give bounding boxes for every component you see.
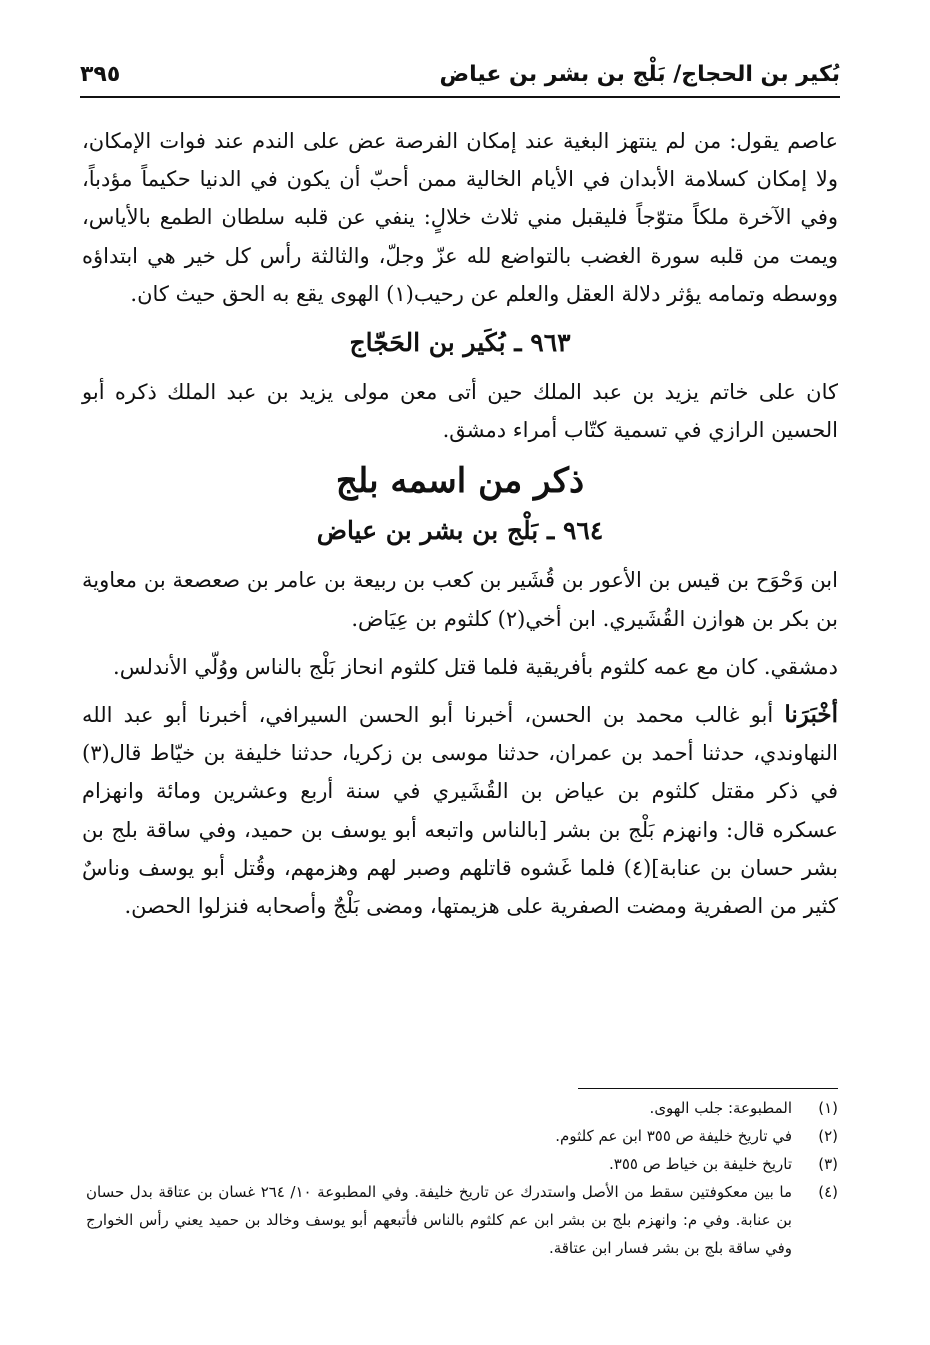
- footnote-text: تاريخ خليفة بن خياط ص ٣٥٥.: [608, 1155, 792, 1173]
- footnote-number: (١): [818, 1099, 838, 1117]
- footnote-text: ما بين معكوفتين سقط من الأصل واستدرك عن تاريخ خليفة. وفي المطبوعة ١٠/ ٢٦٤ غسان بن عتاقة بدل حسان بن عنابة. وفي م: وانهزم بلج بن بشر ابن عم كلثوم بالناس فأتبعهم أبو يوسف وخالد بن حميد يعني رأس الخوارج وفي ساقة بلج بن بشر فسار ابن عتاقة.: [86, 1183, 792, 1257]
- entry-963-heading: ٩٦٣ ـ بُكَير بن الحَجّاج: [349, 328, 571, 358]
- entry-964-lineage: ابن وَحْوَح بن قيس بن الأعور بن قُشَير بن كعب بن ربيعة بن عامر بن صعصعة بن معاوية بن بكر بن هوازن القُشَيري. ابن أخي(٢) كلثوم بن عِيَاض.: [82, 568, 838, 631]
- footnote-divider: [578, 1088, 838, 1089]
- main-text: [82, 122, 838, 925]
- footnote-item: [86, 1178, 838, 1262]
- footnote-item: [86, 1150, 838, 1178]
- paragraph-continuation: عاصم يقول: من لم ينتهز البغية عند إمكان الفرصة عض على الندم عند فوات الإمكان، ولا إمكان كسلامة الأبدان في الأيام الخالية ممن أحبّ أن يكون في الدنيا حكيماً مؤدباً، وفي الآخرة ملكاً متوّجاً فليقبل مني ثلاث خلالٍ: ينفي عن قلبه سلطان الطمع بالأياس، ويمت من قلبه سورة الغضب بالتواضع لله عزّ وجلّ، والثالثة رأس كل خير هي ابتداؤه ووسطه وتمامه يؤثر دلالة العقل والعلم عن رحيب(١) الهوى يقع به الحق حيث كان.: [82, 129, 838, 306]
- isnad-lead-word: أخْبَرَنا: [784, 701, 838, 729]
- footnote-number: (٣): [818, 1155, 838, 1173]
- footnote-number: (٢): [818, 1127, 838, 1145]
- footnote-text: في تاريخ خليفة ص ٣٥٥ ابن عم كلثوم.: [555, 1127, 792, 1145]
- footnote-text: المطبوعة: جلب الهوى.: [649, 1099, 792, 1117]
- isnad-paragraph: [82, 696, 838, 925]
- chapter-heading: ذكر من اسمه بلج: [335, 461, 585, 502]
- footnotes: [86, 1094, 838, 1262]
- isnad-text: أبو غالب محمد بن الحسن، أخبرنا أبو الحسن السيرافي، أخبرنا أبو عبد الله النهاوندي، حدثنا أحمد بن عمران، حدثنا موسى بن زكريا، حدثنا خليفة بن خيّاط قال(٣) في ذكر مقتل كلثوم بن عياض بن القُشَيري في سنة أربع وعشرين ومائة وانهزام عسكره قال: وانهزم بَلْج بن بشر [بالناس واتبعه أبو يوسف بن حميد، وفي ساقة بلج بن بشر حسان بن عنابة](٤) فلما غَشوه قاتلهم وصبر لهم وهزمهم، وقُتل أبو يوسف وناسٌ كثير من الصفرية ومضت الصفرية على هزيمتها، ومضى بَلْجٌ وأصحابه فنزلوا الحصن.: [82, 703, 839, 919]
- running-title: بُكير بن الحجاج/ بَلْج بن بشر بن عياض: [439, 62, 840, 87]
- page-number: ٣٩٥: [80, 62, 121, 87]
- footnote-item: [86, 1094, 838, 1122]
- entry-964-heading: ٩٦٤ ـ بَلْج بن بشر بن عياض: [316, 516, 604, 546]
- running-header: [80, 56, 840, 98]
- entry-963-text: كان على خاتم يزيد بن عبد الملك حين أتى معن مولى يزيد بن عبد الملك ذكره أبو الحسين الرازي في تسمية كتّاب أمراء دمشق.: [82, 380, 838, 443]
- entry-964-text: دمشقي. كان مع عمه كلثوم بأفريقية فلما قتل كلثوم انحاز بَلْج بالناس ووُلّي الأندلس.: [113, 654, 838, 679]
- footnote-number: (٤): [818, 1183, 838, 1201]
- footnote-item: [86, 1122, 838, 1150]
